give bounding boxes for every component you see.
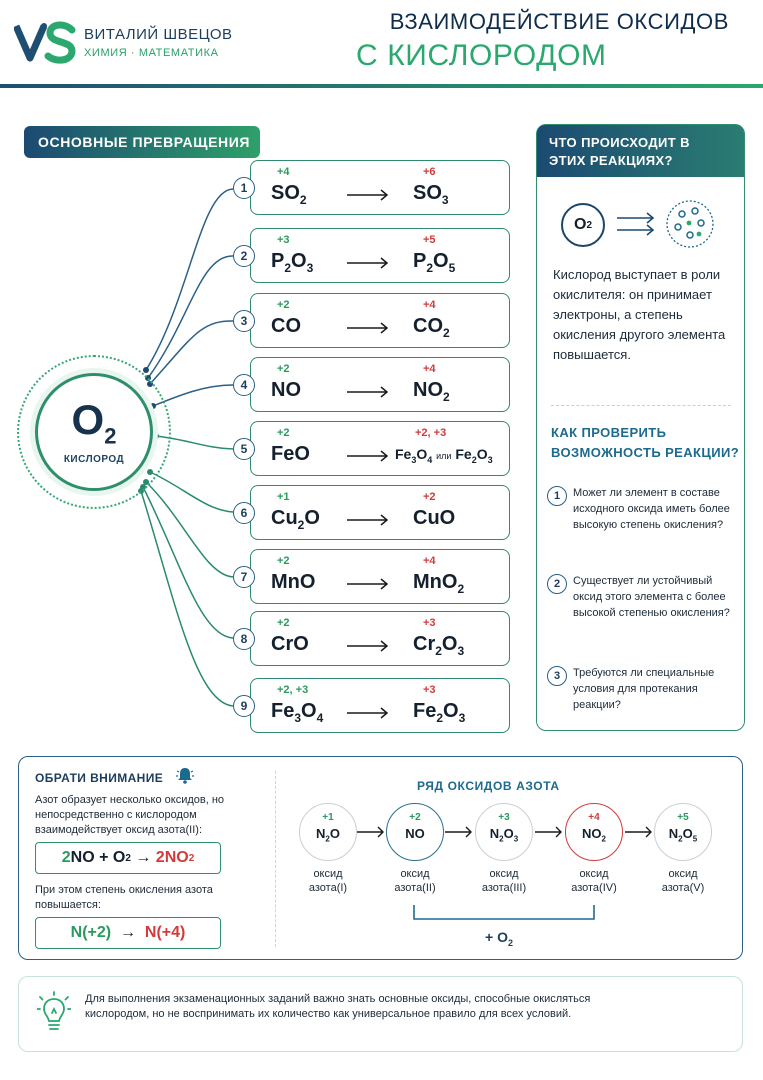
- reaction-number: 6: [233, 502, 255, 524]
- reactant-formula: CrO: [271, 633, 309, 655]
- nitrogen-oxide-caption: оксид азота(IV): [571, 868, 617, 894]
- product-formula: CuO: [413, 507, 456, 529]
- reaction-number: 2: [233, 245, 255, 267]
- reactant-formula: $Cu_2O$: [271, 507, 320, 532]
- reactant-formula: NO: [271, 379, 301, 401]
- reactant-formula: MnO: [271, 571, 316, 593]
- oxidation-state-left: +2: [277, 299, 290, 311]
- reaction-card: [250, 485, 510, 540]
- product-formula: $Fe_3O_4$ или $Fe_2O_3$: [395, 446, 493, 465]
- reaction-card: [250, 228, 510, 283]
- side-panel-title: ЧТО ПРОИСХОДИТ В ЭТИХ РЕАКЦИЯХ?: [549, 135, 690, 168]
- nitrogen-oxide-caption: оксид азота(I): [308, 868, 348, 894]
- oxidation-state-left: +2: [277, 363, 290, 375]
- oxygen-formula: $O_2$: [71, 396, 117, 449]
- reaction-card: [250, 357, 510, 412]
- side-explanation: Кислород выступает в роли окислителя: он принимает электроны, а степень окисления другого элемента повышается.: [553, 267, 726, 362]
- question-number: 1: [547, 486, 567, 506]
- plus-oxygen-label: + $O_2$: [485, 929, 513, 948]
- attention-text-1: Азот образует несколько оксидов, но непосредственно с кислородом взаимодействует оксид азота(II):: [35, 794, 225, 836]
- oxidation-state-right: +4: [423, 363, 436, 375]
- product-formula: MnO$_2$: [413, 571, 465, 596]
- page-title-accent: С КИСЛОРОДОМ: [356, 39, 607, 72]
- reaction-arrow-icon: [346, 707, 390, 719]
- oxygen-label: КИСЛОРОД: [63, 454, 125, 465]
- nitrogen-equation: 2 NO + O 2 → 2 NO 2: [35, 842, 221, 874]
- reactant-formula: CO: [271, 315, 301, 337]
- oxidation-state-right: +4: [423, 555, 436, 567]
- reaction-number: 8: [233, 628, 255, 650]
- page-title: ВЗАИМОДЕЙСТВИЕ ОКСИДОВ: [389, 9, 729, 34]
- oxidation-state-right: +2, +3: [415, 427, 447, 439]
- nitrogen-oxidation-state: +4: [588, 812, 600, 823]
- nitrogen-oxide-formula: $N_2O_3$: [489, 826, 519, 844]
- oxygen-hub: [35, 373, 153, 491]
- product-formula: $CO_2$: [413, 315, 450, 340]
- side-panel-header: [537, 125, 744, 177]
- question-text: Может ли элемент в составе исходного оксида иметь более высокую степень окисления?: [573, 487, 730, 531]
- brand-name: ВИТАЛИЙ ШВЕЦОВ: [84, 26, 233, 43]
- nitrogen-oxide-formula: $N_2O$: [316, 826, 340, 844]
- note-text: Для выполнения экзаменационных заданий важно знать основные оксиды, способные окисляться кислородом, но не воспринимать их количество как универсальное правило для всех условий.: [85, 993, 591, 1020]
- reaction-number: 3: [233, 310, 255, 332]
- attention-text-2: При этом степень окисления азота повышается:: [35, 884, 213, 911]
- reaction-number: 9: [233, 695, 255, 717]
- reactant-formula: FeO: [271, 443, 310, 465]
- reaction-card: [250, 549, 510, 604]
- oxidation-state-left: +4: [277, 166, 290, 178]
- side-oxygen-badge: O 2: [561, 203, 605, 247]
- nitrogen-oxide-caption: оксид азота(III): [481, 868, 527, 894]
- side-panel: [536, 124, 745, 731]
- lightbulb-icon: [37, 991, 71, 1035]
- reaction-card: [250, 611, 510, 666]
- nitrogen-oxide-formula: NO: [405, 826, 425, 841]
- oxidation-state-left: +2: [277, 555, 290, 567]
- reaction-arrow-icon: [346, 578, 390, 590]
- nitrogen-series-title: РЯД ОКСИДОВ АЗОТА: [417, 779, 560, 793]
- oxidation-state-right: +3: [423, 617, 436, 629]
- oxidation-state-left: +1: [277, 491, 290, 503]
- reaction-card: [250, 293, 510, 348]
- attention-panel: [18, 756, 743, 960]
- reaction-number: 1: [233, 177, 255, 199]
- reactant-formula: $P_2O_3$: [271, 250, 314, 275]
- nitrogen-oxide-caption: оксид азота(V): [661, 868, 705, 894]
- nitrogen-oxidation-state: +1: [322, 812, 334, 823]
- side-check-title: КАК ПРОВЕРИТЬ ВОЗМОЖНОСТЬ РЕАКЦИИ?: [551, 425, 740, 460]
- nitrogen-oxide-circle: [475, 803, 533, 861]
- reaction-number: 4: [233, 374, 255, 396]
- oxidation-state-left: +2: [277, 427, 290, 439]
- product-formula: $Cr_2O_3$: [413, 633, 465, 658]
- note-panel: [18, 976, 743, 1052]
- attention-title: ОБРАТИ ВНИМАНИЕ: [35, 771, 164, 785]
- oxidation-state-right: +5: [423, 234, 436, 246]
- reaction-card: [250, 160, 510, 215]
- reaction-arrow-icon: [346, 189, 390, 201]
- side-divider: [551, 405, 731, 406]
- reaction-arrow-icon: [346, 514, 390, 526]
- reaction-number: 7: [233, 566, 255, 588]
- nitrogen-oxide-circle: [654, 803, 712, 861]
- reaction-card: [250, 678, 510, 733]
- nitrogen-oxidation-state: +2: [409, 812, 421, 823]
- reaction-arrow-icon: [346, 322, 390, 334]
- reaction-card: [250, 421, 510, 476]
- product-formula: $Fe_2O_3$: [413, 700, 466, 725]
- double-arrow-icon: [615, 209, 659, 239]
- reaction-arrow-icon: [346, 450, 390, 462]
- question-number: 3: [547, 666, 567, 686]
- question-text: Существует ли устойчивый оксид этого элемента с более высокой степенью окисления?: [573, 575, 730, 619]
- question-text: Требуются ли специальные условия для протекания реакции?: [573, 667, 715, 711]
- nitrogen-oxidation-state: +3: [498, 812, 510, 823]
- product-formula: $NO_2$: [413, 379, 450, 404]
- reaction-number: 5: [233, 438, 255, 460]
- product-formula: $P_2O_5$: [413, 250, 456, 275]
- oxidation-state-left: +2, +3: [277, 684, 309, 696]
- nitrogen-oxide-circle: [565, 803, 623, 861]
- reaction-arrow-icon: [346, 640, 390, 652]
- reaction-arrow-icon: [346, 386, 390, 398]
- oxidation-state-right: +3: [423, 684, 436, 696]
- product-formula: $SO_3$: [413, 182, 449, 207]
- oxidation-state-left: +2: [277, 617, 290, 629]
- nitrogen-oxide-formula: $N_2O_5$: [668, 826, 698, 844]
- oxidation-state-right: +2: [423, 491, 436, 503]
- question-number: 2: [547, 574, 567, 594]
- nitrogen-oxide-circle: [299, 803, 357, 861]
- section-title-main: ОСНОВНЫЕ ПРЕВРАЩЕНИЯ: [24, 126, 260, 158]
- nitrogen-oxide-formula: $NO_2$: [582, 826, 606, 844]
- oxidation-state-right: +4: [423, 299, 436, 311]
- oxidation-state-right: +6: [423, 166, 436, 178]
- reactant-formula: $SO_2$: [271, 182, 307, 207]
- oxidation-state-left: +3: [277, 234, 290, 246]
- nitrogen-oxidation-state: +5: [677, 812, 689, 823]
- nitrogen-oxide-caption: оксид азота(II): [394, 868, 436, 894]
- brand-subtitle: ХИМИЯ · МАТЕМАТИКА: [84, 47, 219, 59]
- reactant-formula: $Fe_3O_4$: [271, 700, 324, 725]
- oxidation-change: N(+2) → N(+4): [35, 917, 221, 949]
- nitrogen-series-arrows: [19, 757, 744, 961]
- reaction-arrow-icon: [346, 257, 390, 269]
- nitrogen-oxide-circle: [386, 803, 444, 861]
- molecules-icon: [665, 199, 715, 249]
